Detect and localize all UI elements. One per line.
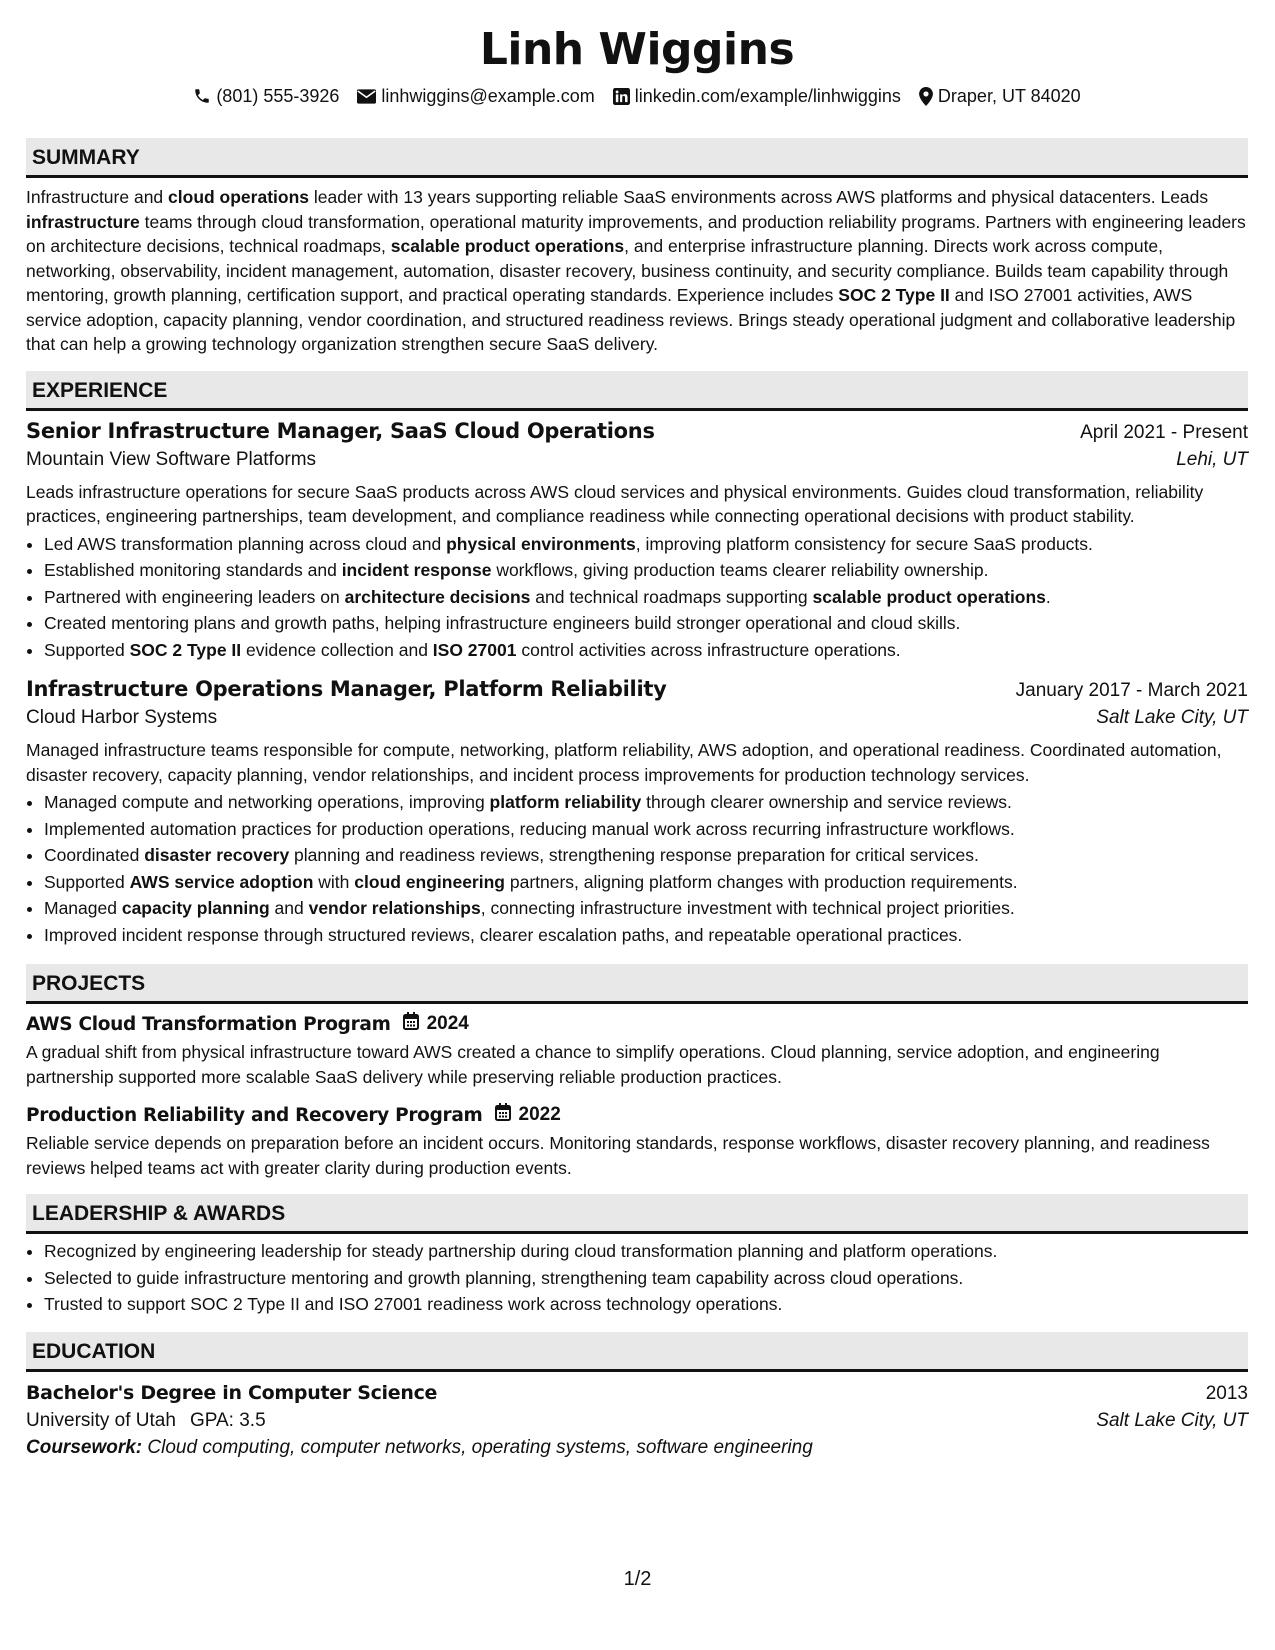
text-segment: Implemented automation practices for production operations, reducing manual work across recurring infrastructure workflows.	[44, 818, 1015, 839]
emphasis-text: platform reliability	[489, 792, 642, 812]
summary-text	[26, 185, 1248, 357]
leadership-item: • Trusted to support SOC 2 Type II and ISO 27001 readiness work across technology operations.	[44, 1291, 1248, 1318]
job-bullet	[44, 584, 1248, 611]
emphasis-text: disaster recovery	[144, 845, 290, 865]
leadership-item: • Recognized by engineering leadership for steady partnership during cloud transformation planning and platform operations.	[44, 1238, 1248, 1265]
text-segment: Supported	[44, 639, 130, 660]
text-segment: and ISO 27001 activities, AWS service adoption, capacity planning, vendor coordination, and structured readiness reviews. Brings steady operational judgment and collaborative leadership that can help a growing technology organization strengthen secure SaaS delivery.	[26, 285, 1236, 354]
coursework-text: Cloud computing, computer networks, operating systems, software engineering	[147, 1436, 813, 1458]
text-segment: planning and readiness reviews, strengthening response preparation for critical services.	[289, 845, 979, 865]
company-name: Cloud Harbor Systems	[26, 707, 218, 728]
emphasis-text: ISO 27001	[432, 639, 517, 660]
text-segment: evidence collection and	[241, 639, 433, 660]
experience-heading: EXPERIENCE	[26, 371, 1248, 411]
job-description: Managed infrastructure teams responsible for compute, networking, platform reliability, AWS adoption, and operational readiness. Coordinated automation, disaster recovery, capacity planning, vendor relationships, and incident process improvements for production technology services.	[26, 740, 1222, 785]
contact-linkedin[interactable]	[613, 86, 901, 107]
linkedin-text[interactable]: linkedin.com/example/linhwiggins	[634, 85, 901, 106]
email-text[interactable]: linhwiggins@example.com	[381, 85, 595, 106]
contact-location	[919, 86, 1081, 107]
project-entry	[26, 1103, 1248, 1180]
coursework-label: Coursework:	[26, 1436, 143, 1458]
emphasis-text: SOC 2 Type II	[129, 639, 242, 660]
school-name: University of Utah	[26, 1409, 176, 1431]
resume-page	[26, 0, 1248, 1459]
emphasis-text: vendor relationships	[308, 898, 481, 918]
school-line	[26, 1410, 266, 1432]
text-segment: Infrastructure and	[26, 187, 169, 207]
summary-heading: SUMMARY	[26, 138, 1248, 178]
text-segment: Led AWS transformation planning across cloud and	[44, 533, 447, 554]
text-segment: leader with 13 years supporting reliable SaaS environments across AWS platforms and physical datacenters. Leads	[309, 187, 1209, 207]
location-text: Draper, UT 84020	[937, 85, 1081, 106]
education-subheader	[26, 1410, 1248, 1432]
text-segment: , improving platform consistency for secure SaaS products.	[635, 533, 1093, 554]
project-year-group	[495, 1103, 561, 1127]
text-segment: Improved incident response through structured reviews, clearer escalation paths, and repeatable operational practices.	[44, 924, 963, 945]
job-bullet	[44, 557, 1248, 584]
map-pin-icon	[919, 87, 933, 106]
emphasis-text: scalable product operations	[390, 236, 625, 256]
job-bullet	[44, 895, 1248, 922]
page-number: 1/2	[623, 1568, 652, 1590]
project-entry	[26, 1012, 1248, 1089]
job-subheader	[26, 449, 1248, 471]
projects-list	[26, 1012, 1248, 1180]
linkedin-icon	[613, 88, 630, 105]
phone-icon	[193, 87, 211, 105]
emphasis-text: cloud engineering	[354, 871, 505, 892]
emphasis-text: cloud operations	[168, 187, 310, 207]
job-entry	[26, 419, 1248, 664]
project-title: AWS Cloud Transformation Program	[26, 1013, 391, 1035]
envelope-icon	[357, 89, 376, 104]
text-segment: Established monitoring standards and	[44, 560, 342, 580]
text-segment: and	[269, 898, 309, 918]
text-segment: Managed compute and networking operations, improving	[44, 792, 490, 812]
contact-phone	[193, 86, 339, 107]
text-segment: partners, aligning platform changes with production requirements.	[505, 871, 1018, 892]
job-bullet	[44, 531, 1248, 558]
text-segment: teams through cloud transformation, operational maturity improvements, and production reliability programs. Partners with engineering leaders on architecture decisions, technical roadmaps,	[26, 211, 1246, 256]
project-year: 2024	[426, 1013, 469, 1034]
job-location: Lehi, UT	[1176, 448, 1248, 470]
text-segment: Created mentoring plans and growth paths, helping infrastructure engineers build stronger operational and cloud skills.	[44, 613, 961, 633]
job-dates: April 2021 - Present	[1080, 421, 1248, 443]
contact-email[interactable]	[357, 86, 594, 107]
text-segment: .	[1045, 586, 1051, 607]
project-header	[26, 1012, 1248, 1036]
education-heading: EDUCATION	[26, 1332, 1248, 1372]
emphasis-text: physical environments	[446, 533, 636, 554]
phone-text: (801) 555-3926	[216, 85, 340, 106]
text-segment: control activities across infrastructure operations.	[516, 639, 901, 660]
job-bullet	[44, 869, 1248, 896]
job-location: Salt Lake City, UT	[1096, 707, 1248, 728]
emphasis-text: capacity planning	[121, 898, 270, 918]
experience-list	[26, 419, 1248, 949]
calendar-icon	[495, 1103, 511, 1127]
projects-heading: PROJECTS	[26, 964, 1248, 1004]
emphasis-text: SOC 2 Type II	[838, 285, 950, 305]
emphasis-text: AWS service adoption	[129, 871, 314, 892]
job-bullet	[44, 637, 1248, 664]
job-bullets	[26, 531, 1248, 664]
company-name: Mountain View Software Platforms	[26, 448, 317, 470]
job-bullet	[44, 816, 1248, 843]
degree: Bachelor's Degree in Computer Science	[26, 1381, 438, 1404]
project-year-group	[403, 1012, 469, 1036]
job-header	[26, 677, 1248, 702]
calendar-icon	[403, 1012, 419, 1036]
text-segment: Coordinated	[44, 845, 145, 865]
text-segment: , connecting infrastructure investment with technical project priorities.	[480, 898, 1015, 918]
text-segment: with	[313, 871, 355, 892]
coursework	[26, 1437, 1248, 1459]
job-bullet	[44, 842, 1248, 869]
project-title: Production Reliability and Recovery Program	[26, 1104, 483, 1126]
leadership-list	[26, 1238, 1248, 1318]
job-title: Infrastructure Operations Manager, Platform Reliability	[26, 677, 667, 701]
contact-bar	[26, 82, 1248, 110]
text-segment: , and enterprise infrastructure planning. Directs work across compute, networking, observability, incident management, automation, disaster recovery, business continuity, and security compliance. Builds team capability through mentoring, growth planning, certification support, and practical operating standards. Experience includes	[26, 236, 1229, 305]
candidate-name: Linh Wiggins	[479, 24, 795, 75]
emphasis-text: scalable product operations	[812, 586, 1046, 607]
text-segment: Managed	[44, 898, 122, 918]
job-bullets	[26, 789, 1248, 948]
text-segment: Supported	[44, 871, 130, 892]
job-bullet	[44, 922, 1248, 949]
text-segment: workflows, giving production teams clearer reliability ownership.	[491, 560, 989, 580]
job-header	[26, 419, 1248, 444]
job-bullet	[44, 610, 1248, 637]
graduation-year: 2013	[1205, 1382, 1248, 1404]
project-header	[26, 1103, 1248, 1127]
project-year: 2022	[518, 1104, 561, 1125]
job-bullet	[44, 789, 1248, 816]
text-segment: Partnered with engineering leaders on	[44, 586, 345, 607]
gpa: GPA: 3.5	[189, 1409, 266, 1431]
emphasis-text: infrastructure	[26, 211, 140, 232]
emphasis-text: incident response	[341, 560, 492, 580]
text-segment: through clearer ownership and service reviews.	[641, 792, 1012, 812]
job-subheader	[26, 707, 1248, 729]
job-entry	[26, 677, 1248, 948]
emphasis-text: architecture decisions	[344, 586, 531, 607]
project-description: A gradual shift from physical infrastructure toward AWS created a chance to simplify operations. Cloud planning, service adoption, and engineering partnership supported more scalable SaaS delivery while preserving reliable production practices.	[26, 1042, 1160, 1087]
text-segment: and technical roadmaps supporting	[530, 586, 813, 607]
education-header	[26, 1382, 1248, 1405]
project-description: Reliable service depends on preparation before an incident occurs. Monitoring standards, response workflows, disaster recovery planning, and readiness reviews helped teams act with greater clarity during production events.	[26, 1133, 1210, 1178]
job-dates: January 2017 - March 2021	[1015, 680, 1248, 701]
job-description: Leads infrastructure operations for secure SaaS products across AWS cloud services and physical environments. Guides cloud transformation, reliability practices, engineering partnerships, team development, and compliance readiness while connecting operational decisions with product stability.	[26, 481, 1204, 526]
leadership-item: • Selected to guide infrastructure mentoring and growth planning, strengthening team capability across cloud operations.	[44, 1265, 1248, 1292]
job-title: Senior Infrastructure Manager, SaaS Cloud Operations	[26, 418, 655, 443]
leadership-heading: LEADERSHIP & AWARDS	[26, 1194, 1248, 1234]
school-location: Salt Lake City, UT	[1096, 1409, 1248, 1431]
